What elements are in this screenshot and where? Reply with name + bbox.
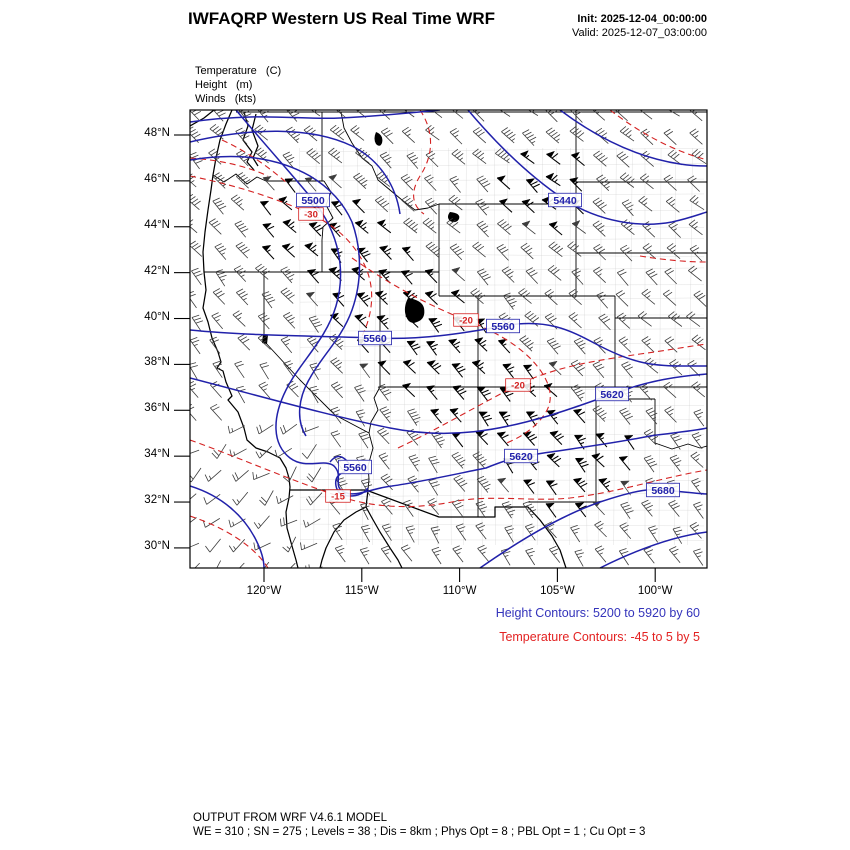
lat-axis-label: 36°N (144, 402, 170, 415)
lon-axis-label: 105°W (540, 585, 575, 597)
lat-axis-label: 32°N (144, 494, 170, 507)
svg-text:-20: -20 (459, 315, 473, 327)
height-contour-label (338, 460, 371, 474)
model-info-line1: OUTPUT FROM WRF V4.6.1 MODEL (193, 812, 388, 824)
svg-text:5680: 5680 (651, 484, 675, 497)
temp-contour-label (506, 379, 531, 392)
model-info (193, 812, 645, 839)
init-time: Init: 2025-12-04_00:00:00 (577, 13, 707, 25)
legend-winds: Winds (kts) (195, 93, 257, 105)
svg-text:-30: -30 (304, 209, 318, 221)
lat-axis-label: 34°N (144, 448, 170, 461)
lon-axis-label: 100°W (637, 585, 673, 597)
height-contour-label (646, 483, 679, 497)
svg-text:-20: -20 (511, 380, 525, 392)
contour-labels (296, 193, 679, 502)
height-contour-label (504, 449, 537, 463)
svg-text:5620: 5620 (509, 450, 533, 463)
height-contour-label (358, 331, 391, 345)
model-info-line2: WE = 310 ; SN = 275 ; Levels = 38 ; Dis = 8km ; Phys Opt = 8 ; PBL Opt = 1 ; Cu Opt = 3 (193, 825, 646, 838)
svg-text:-15: -15 (331, 491, 345, 503)
height-contour-label (486, 319, 519, 333)
temp-contour-label (454, 314, 479, 327)
height-contour-label (296, 193, 329, 207)
height-contour-label (595, 387, 628, 401)
lat-axis-label: 42°N (144, 264, 170, 277)
height-contour-note: Height Contours: 5200 to 5920 by 60 (495, 606, 700, 620)
legend-height: Height (m) (195, 79, 253, 91)
county-mesh (300, 148, 704, 545)
page-title: IWFAQRP Western US Real Time WRF (188, 9, 496, 28)
temperature-contour-note: Temperature Contours: -45 to 5 by 5 (499, 630, 700, 644)
lat-axis-label: 40°N (144, 310, 170, 323)
valid-time: Valid: 2025-12-07_03:00:00 (572, 27, 707, 39)
lake (375, 132, 383, 146)
svg-text:5500: 5500 (301, 194, 325, 207)
svg-text:5560: 5560 (491, 320, 515, 333)
temp-contour-label (299, 208, 324, 221)
svg-text:5560: 5560 (343, 461, 367, 474)
lat-axis-label: 38°N (144, 356, 170, 369)
lat-axis-label: 30°N (144, 539, 170, 552)
temp-contour-label (326, 490, 351, 503)
lat-axis-label: 44°N (144, 218, 170, 231)
lat-axis-label: 46°N (144, 172, 170, 185)
svg-text:5620: 5620 (600, 388, 624, 401)
lon-axis-label: 110°W (442, 585, 477, 597)
svg-text:5440: 5440 (553, 194, 577, 207)
height-contour-label (548, 193, 581, 207)
lat-axis-label: 48°N (144, 127, 170, 139)
svg-text:5560: 5560 (363, 332, 387, 345)
lon-axis-label: 120°W (246, 585, 282, 597)
lon-axis-label: 115°W (344, 585, 379, 597)
legend-temperature: Temperature (C) (195, 65, 282, 77)
axis-ticks (174, 135, 655, 582)
lake (405, 298, 424, 323)
